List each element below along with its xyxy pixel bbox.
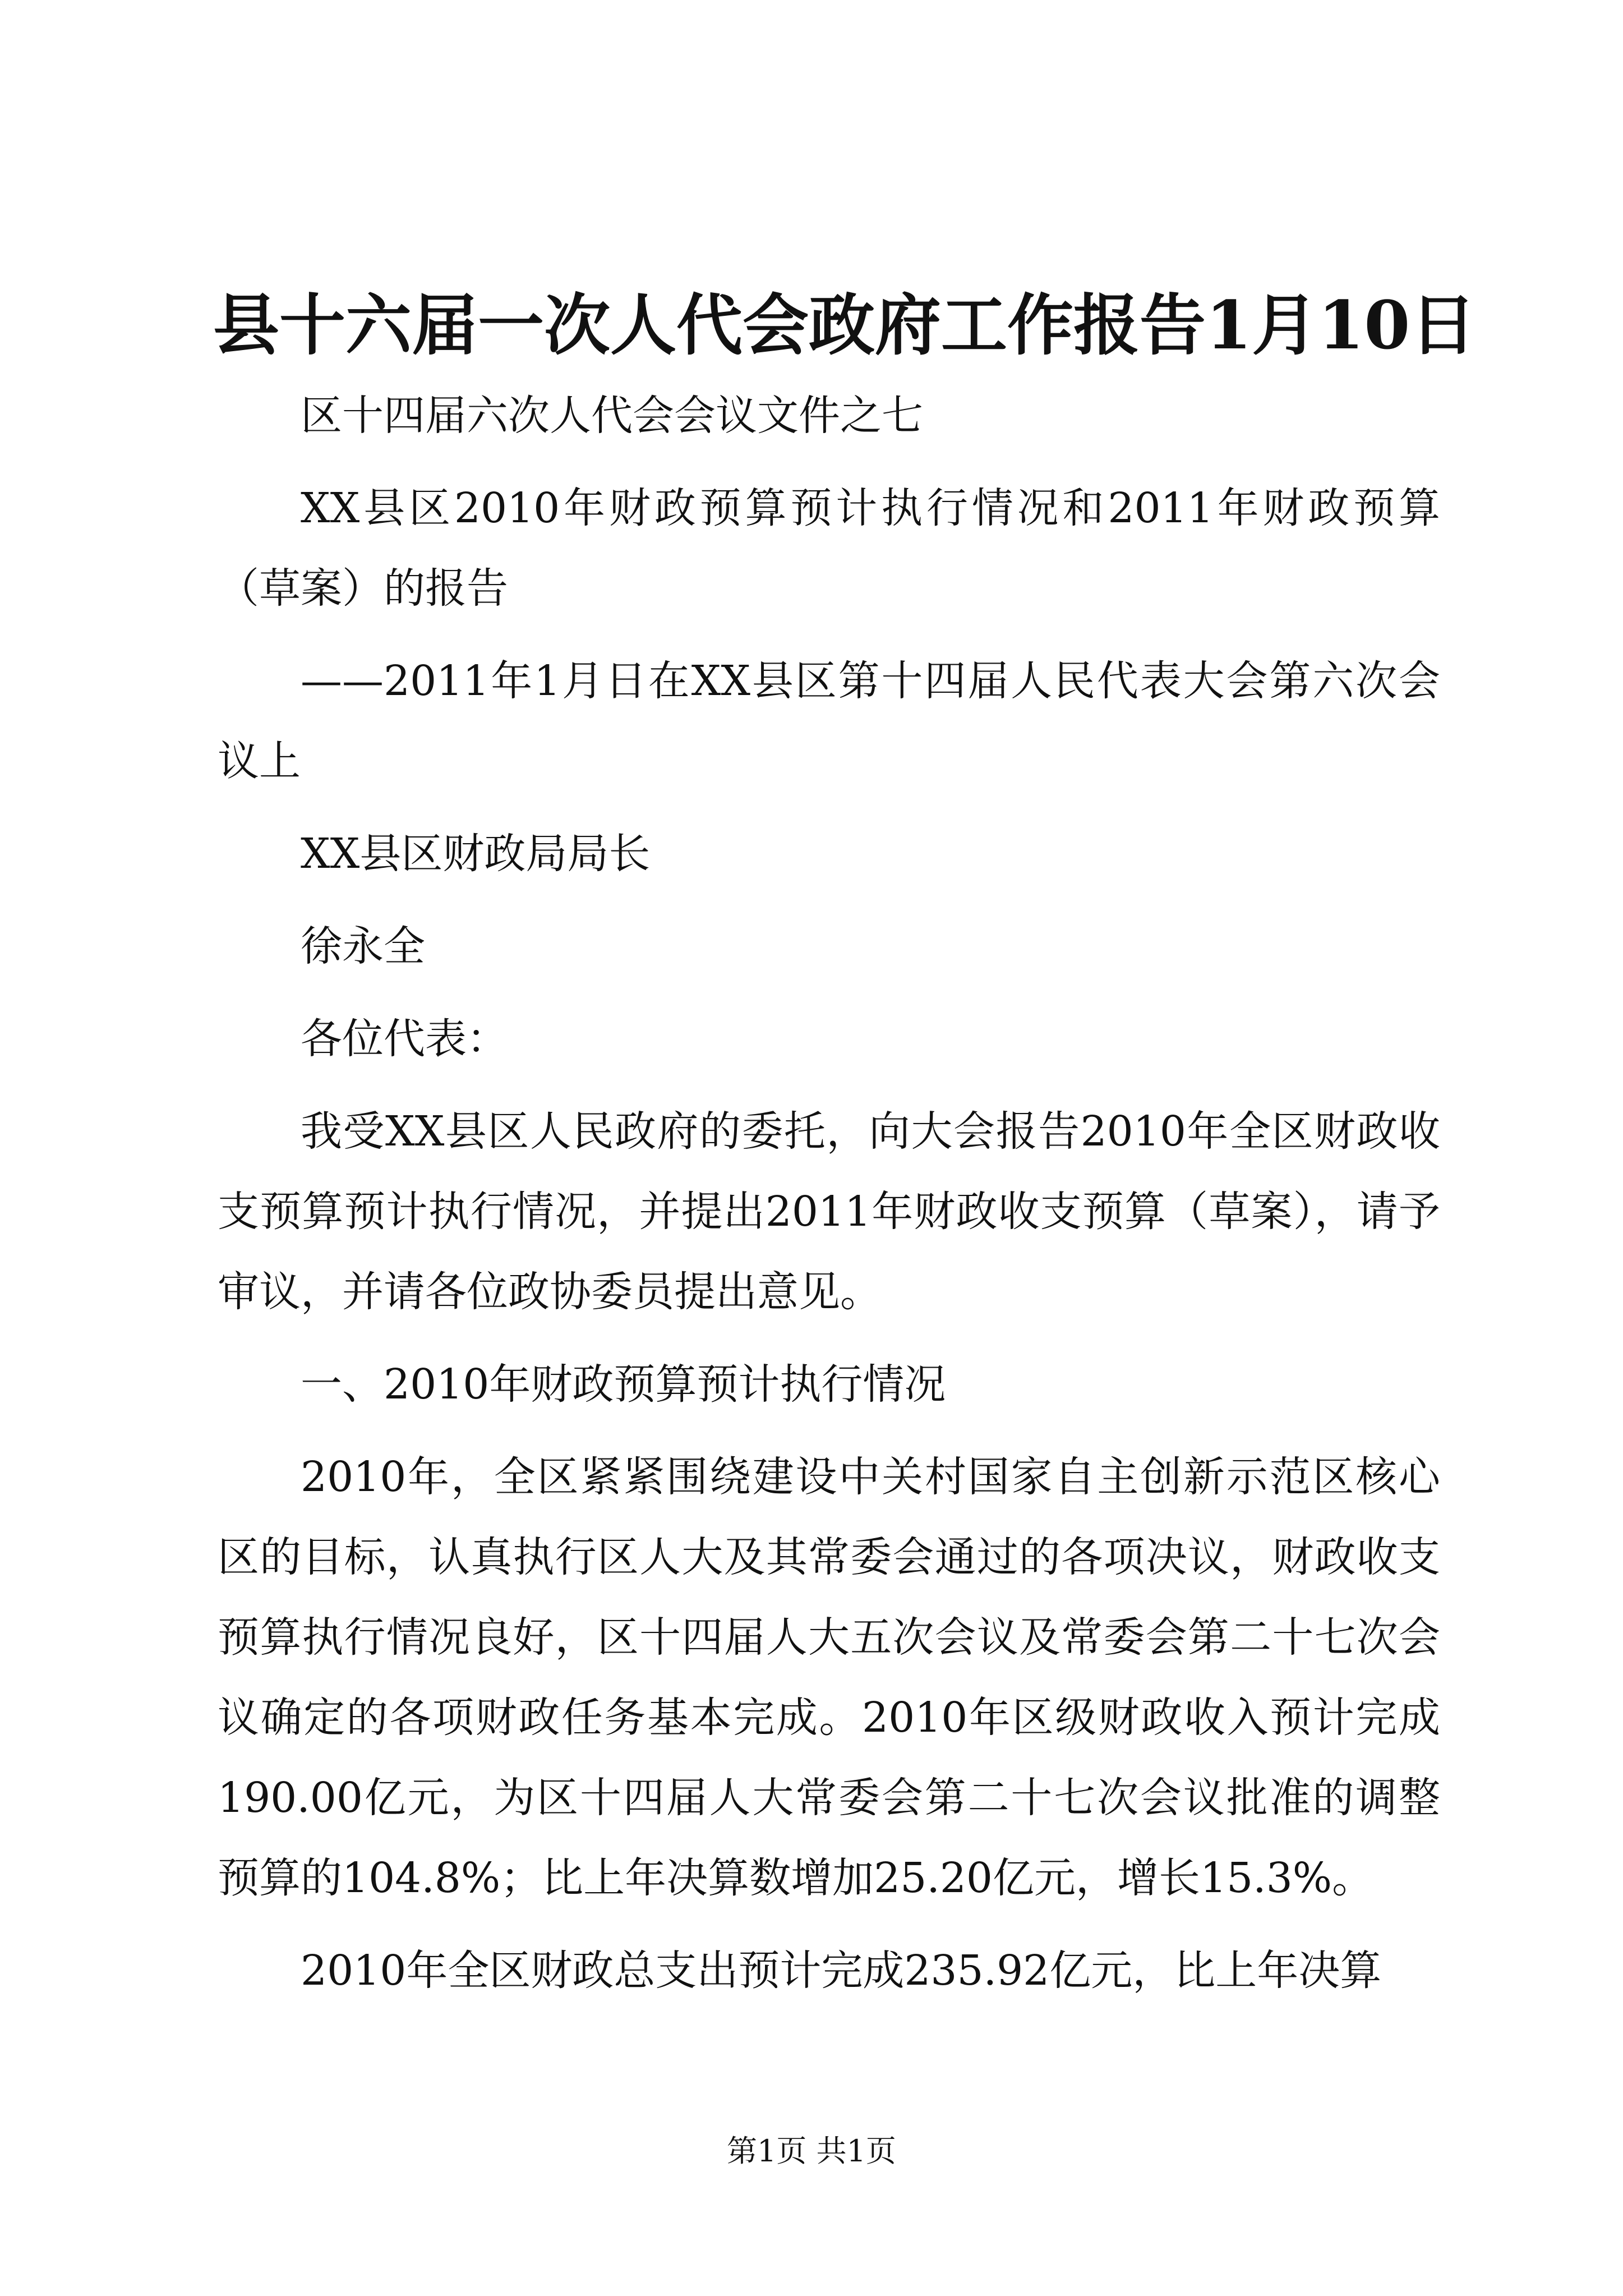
paragraph-5: 徐永全 [301, 922, 425, 970]
page-footer: 第1页 共1页 [727, 2133, 896, 2169]
paragraph-3: ——2011年1月日在XX县区第十四届人民代表大会第六次会议上 [218, 657, 1440, 785]
paragraph-1: 区十四届六次人代会会议文件之七 [301, 392, 923, 440]
paragraph-4: XX县区财政局局长 [301, 830, 651, 878]
paragraph-8: 一、2010年财政预算预计执行情况 [301, 1360, 946, 1409]
paragraph-2: XX县区2010年财政预算预计执行情况和2011年财政预算（草案）的报告 [218, 484, 1440, 613]
paragraph-7: 我受XX县区人民政府的委托，向大会报告2010年全区财政收支预算预计执行情况，并提出2011年财政收支预算（草案），请予审议，并请各位政协委员提出意见。 [218, 1107, 1440, 1316]
document-body [218, 376, 1440, 2011]
document-title: 县十六届一次人代会政府工作报告1月10日 [213, 286, 1477, 364]
paragraph-9: 2010年，全区紧紧围绕建设中关村国家自主创新示范区核心区的目标，认真执行区人大及其常委会通过的各项决议，财政收支预算执行情况良好，区十四届人大五次会议及常委会第二十七次会议确定的各项财政任务基本完成。2010年区级财政收入预计完成190.00亿元，为区十四届人大常委会第二十七次会议批准的调整预算的104.8%；比上年决算数增加25.20亿元，增长15.3%。 [218, 1453, 1440, 1902]
paragraph-6: 各位代表： [301, 1015, 508, 1063]
paragraph-10: 2010年全区财政总支出预计完成235.92亿元，比上年决算 [301, 1947, 1382, 1995]
